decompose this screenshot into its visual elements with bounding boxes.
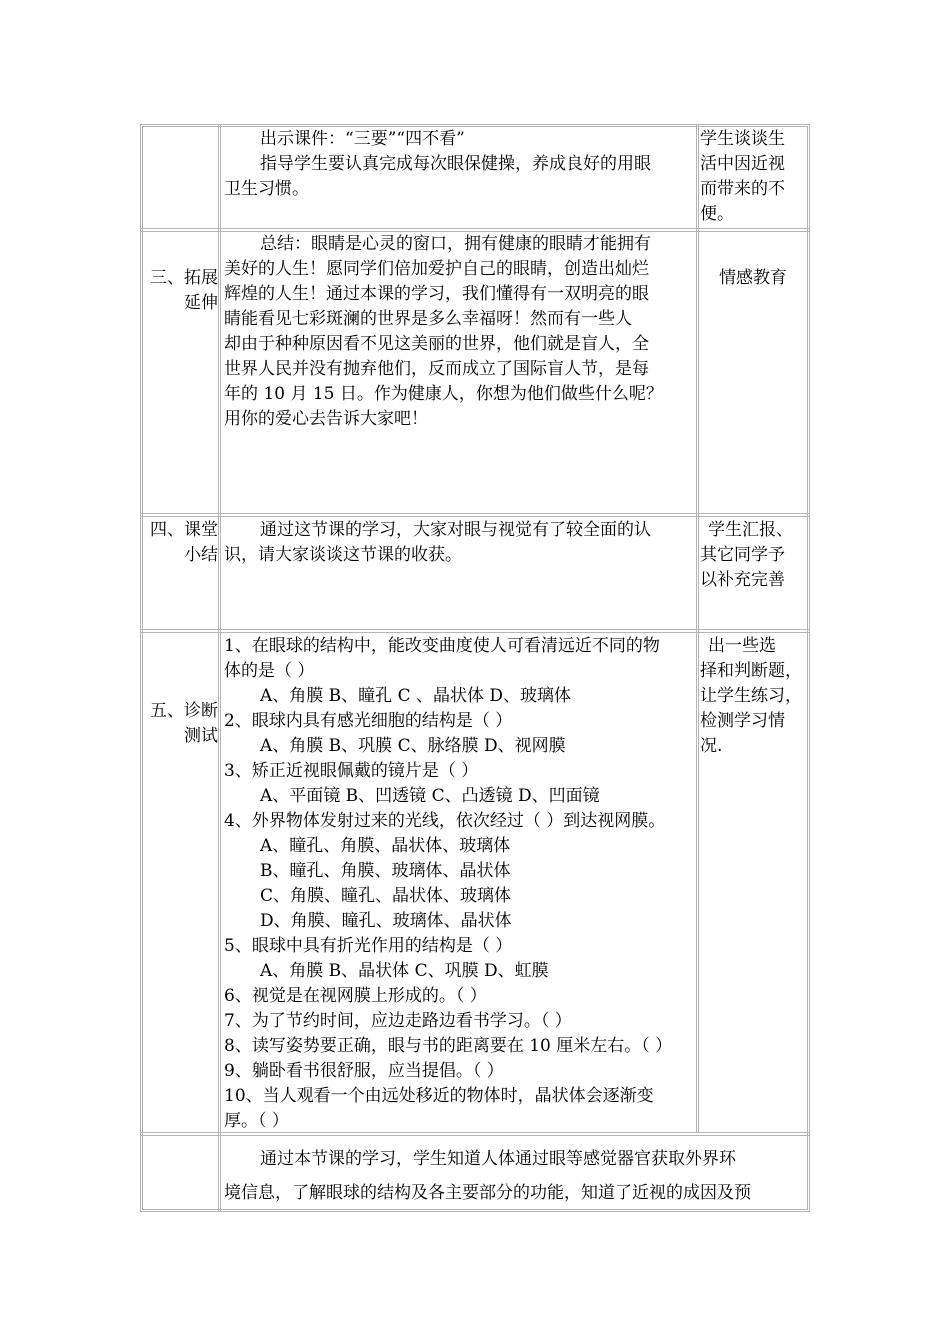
- section-line: 小结: [184, 545, 218, 565]
- content-line: 通过这节课的学习，大家对眼与视觉有了较全面的认: [260, 520, 651, 540]
- row-4-section: [142, 699, 218, 749]
- note-line: 而带来的不: [700, 179, 785, 199]
- note-line: 况.: [700, 736, 723, 756]
- options-line: A、角膜 B、巩膜 C、脉络膜 D、视网膜: [260, 736, 566, 756]
- content-line: 却由于种种原因看不见这美丽的世界，他们就是盲人，全: [224, 334, 649, 354]
- options-line: C、角膜、瞳孔、晶状体、玻璃体: [260, 886, 512, 906]
- row-3-note: [700, 518, 806, 593]
- content-line: 睛能看见七彩斑澜的世界是多么幸福呀！然而有一些人: [224, 309, 632, 329]
- content-line: 境信息，了解眼球的结构及各主要部分的功能，知道了近视的成因及预: [224, 1183, 751, 1203]
- note-line: 以补充完善: [700, 570, 785, 590]
- options-line: D、角膜、瞳孔、玻璃体、晶状体: [260, 911, 512, 931]
- note-line: 出一些选: [708, 636, 776, 656]
- content-line: 辉煌的人生！通过本课的学习，我们懂得有一双明亮的眼: [224, 284, 649, 304]
- options-line: B、瞳孔、角膜、玻璃体、晶状体: [260, 861, 511, 881]
- row-divider: [140, 513, 810, 517]
- note-line: 学生谈谈生: [700, 129, 785, 149]
- section-line: 延伸: [184, 293, 218, 313]
- section-line: 五、诊断: [150, 701, 218, 721]
- content-line: 美好的人生！愿同学们倍加爱护自己的眼睛，创造出灿烂: [224, 259, 649, 279]
- column-divider: [696, 124, 699, 1132]
- content-line: 出示课件：“三要”“四不看”: [260, 129, 465, 149]
- column-divider: [218, 124, 221, 1212]
- question-line: 3、矫正近视眼佩戴的镜片是（ ）: [224, 761, 479, 781]
- row-1-note: [700, 127, 806, 227]
- question-line: 8、读写姿势要正确，眼与书的距离要在 10 厘米左右。（ ）: [224, 1036, 673, 1056]
- options-line: A、角膜 B、晶状体 C、巩膜 D、虹膜: [260, 961, 549, 981]
- options-line: A、瞳孔、角膜、晶状体、玻璃体: [260, 836, 511, 856]
- note-line: 其它同学予: [700, 545, 785, 565]
- question-line: 4、外界物体发射过来的光线，依次经过（ ）到达视网膜。: [224, 811, 666, 831]
- question-line: 6、视觉是在视网膜上形成的。（ ）: [224, 986, 487, 1006]
- note-line: 活中因近视: [700, 154, 785, 174]
- note-line: 检测学习情: [700, 711, 785, 731]
- note-line: 让学生练习，: [700, 686, 802, 706]
- row-3-section: [142, 518, 218, 568]
- content-line: 总结：眼睛是心灵的窗口，拥有健康的眼睛才能拥有: [260, 234, 651, 254]
- content-line: 用你的爱心去告诉大家吧！: [224, 409, 428, 429]
- options-line: A、角膜 B、瞳孔 C 、晶状体 D、玻璃体: [260, 686, 572, 706]
- question-line: 厚。（ ）: [224, 1111, 289, 1131]
- note-line: 便。: [700, 204, 734, 224]
- question-line: 10、当人观看一个由远处移近的物体时，晶状体会逐渐变: [224, 1086, 654, 1106]
- content-line: 卫生习惯。: [224, 179, 309, 199]
- section-line: 三、拓展: [150, 268, 218, 288]
- content-line: 世界人民并没有抛弃他们，反而成立了国际盲人节，是每: [224, 359, 649, 379]
- row-4-content: [224, 634, 694, 1134]
- question-line: 7、为了节约时间，应边走路边看书学习。（ ）: [224, 1011, 572, 1031]
- content-line: 指导学生要认真完成每次眼保健操，养成良好的用眼: [260, 154, 651, 174]
- note-line: 择和判断题，: [700, 661, 802, 681]
- section-line: 四、课堂: [150, 520, 218, 540]
- question-line: 2、眼球内具有感光细胞的结构是（ ）: [224, 711, 513, 731]
- note-line: 学生汇报、: [708, 520, 793, 540]
- question-line: 5、眼球中具有折光作用的结构是（ ）: [224, 936, 513, 956]
- content-line: 通过本节课的学习，学生知道人体通过眼等感觉器官获取外界环: [260, 1149, 736, 1169]
- note-line: 情感教育: [719, 268, 787, 288]
- content-line: 年的 10 月 15 日。作为健康人，你想为他们做些什么呢？: [224, 384, 663, 404]
- options-line: A、平面镜 B、凹透镜 C、凸透镜 D、凹面镜: [260, 786, 600, 806]
- question-line: 1、在眼球的结构中，能改变曲度使人可看清远近不同的物: [224, 636, 660, 656]
- row-1-content: [224, 127, 694, 202]
- row-2-content: [224, 232, 694, 432]
- question-line: 体的是（ ）: [224, 661, 315, 681]
- row-3-content: [224, 518, 694, 568]
- row-4-note: [700, 634, 806, 759]
- row-divider: [140, 629, 810, 633]
- row-2-section: [142, 266, 218, 316]
- content-line: 识，请大家谈谈这节课的收获。: [224, 545, 462, 565]
- section-line: 测试: [184, 726, 218, 746]
- row-5-content: [224, 1142, 808, 1210]
- question-line: 9、躺卧看书很舒服，应当提倡。（ ）: [224, 1061, 504, 1081]
- row-2-note: [700, 266, 806, 291]
